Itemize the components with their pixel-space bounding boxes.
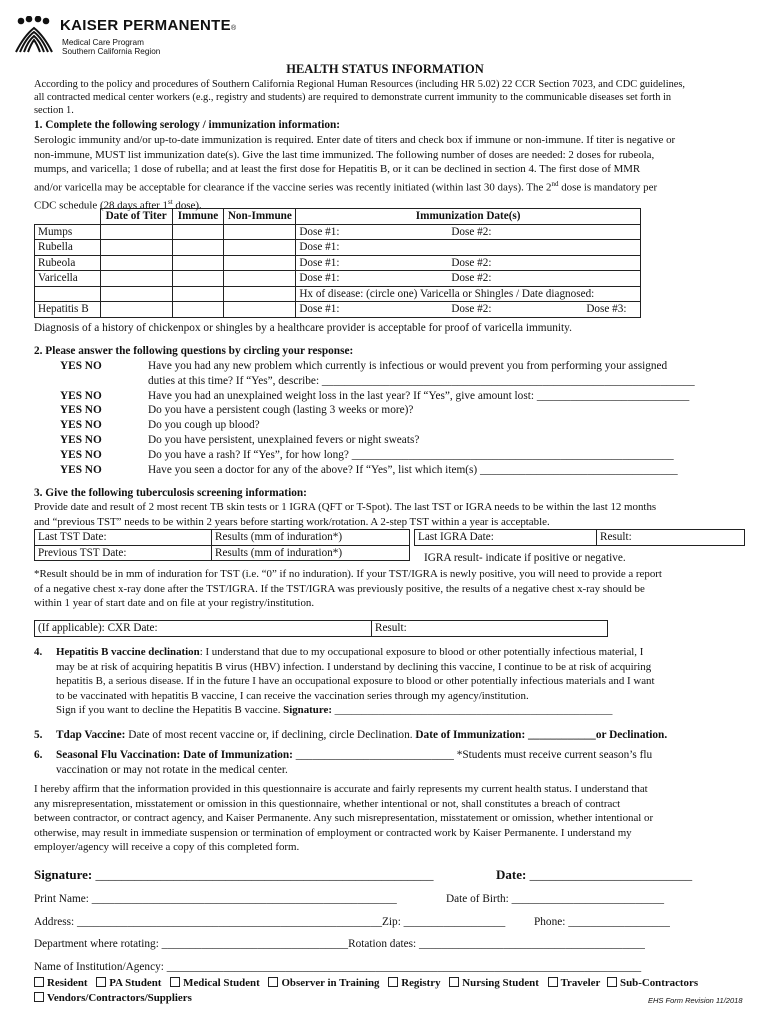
section-1-text: Serologic immunity and/or up-to-date immunization is required. Enter date of titers and check box if immune or non-immune. If titer is negative or non-immune, MUST list immunization date(s). Give the last time immunized. The following number of doses are needed: 2 doses for rubeola, mumps, and varicella; 1 dose of rubella; and at least the first dose for Hepatitis B, or it can be declined in section 4. The first dose of MMR and/or varicella may be acceptable for clearance if the vaccine series was recently initiated (within last 30 days). The 2nd dose is mandatory per CDC schedule (28 days after 1st dose). <box>34 134 676 212</box>
role-checkboxes <box>34 976 754 991</box>
tdap-date-field[interactable]: Date of Immunization: ____________or Declination. <box>415 729 668 741</box>
checkbox-sub-contractors[interactable]: Sub-Contractors <box>607 977 698 989</box>
section-3-text: Provide date and result of 2 most recent TB skin tests or 1 IGRA (QFT or T-Spot). The last TST or IGRA needs to be within the last 12 months and “previous TST” needs to be within 2 years before starting work/rotation. A 2-step TST within a year is acceptable. <box>34 501 657 528</box>
previous-tst-date[interactable]: Previous TST Date: <box>35 545 212 561</box>
col-non-immune: Non-Immune <box>224 209 296 225</box>
org-name: KAISER PERMANENTE® <box>60 17 237 34</box>
question-1-cont: duties at this time? If “Yes”, describe: __________________________________________________________________ <box>148 375 695 387</box>
department-field[interactable]: Department where rotating: _________________________________Rotation dates: ________________________________________ <box>34 938 645 950</box>
question-4[interactable]: YES NO Do you cough up blood? <box>60 419 260 431</box>
section-5: 5. Tdap Vaccine: Date of most recent vaccine or, if declining, circle Declination. Date of Immunization: ____________or Declination. <box>34 729 668 741</box>
tst-table <box>34 529 410 561</box>
question-3[interactable]: YES NO Do you have a persistent cough (lasting 3 weeks or more)? <box>60 404 414 416</box>
checkbox-observer[interactable]: Observer in Training <box>268 977 379 989</box>
phone-field[interactable]: Phone: __________________ <box>534 916 670 928</box>
tst-result-note: *Result should be in mm of induration for TST (i.e. “0” if no induration). If your TST/IGRA is newly positive, you will need to provide a report of a negative chest x-ray done after the TST/IGRA. If the TST/IGRA was previously positive, the results of a negative chest x-ray should be within 1 year of start date and on file at your registry/institution. <box>34 568 662 609</box>
cxr-result[interactable]: Result: <box>372 621 608 637</box>
table-row: Rubella Dose #1: <box>35 240 641 256</box>
checkbox-medical-student[interactable]: Medical Student <box>170 977 260 989</box>
print-name-field[interactable]: Print Name: ______________________________________________________ <box>34 893 397 905</box>
section-6: 6. Seasonal Flu Vaccination: Date of Immunization: ____________________________ *Students must receive current season’s flu vaccination or may not rotate in the medical center. <box>34 749 653 776</box>
flu-date-field[interactable]: ____________________________ *Students must receive current season’s flu <box>292 749 653 761</box>
previous-tst-results[interactable]: Results (mm of induration*) <box>212 545 410 561</box>
question-5[interactable]: YES NO Do you have persistent, unexplained fevers or night sweats? <box>60 434 420 446</box>
checkbox-nursing-student[interactable]: Nursing Student <box>449 977 539 989</box>
checkbox-registry[interactable]: Registry <box>388 977 440 989</box>
col-date-of-titer: Date of Titer <box>100 209 172 225</box>
kp-logo-icon <box>14 16 54 54</box>
form-revision: EHS Form Revision 11/2018 <box>648 996 743 1005</box>
question-6[interactable]: YES NO Do you have a rash? If “Yes”, for how long? _________________________________________________________ <box>60 449 674 461</box>
cxr-table <box>34 620 608 637</box>
question-7[interactable]: YES NO Have you seen a doctor for any of the above? If “Yes”, list which item(s) ___________________________________ <box>60 464 678 476</box>
igra-result[interactable]: Result: <box>597 530 745 546</box>
cxr-date[interactable]: (If applicable): CXR Date: <box>35 621 372 637</box>
table-row: Hepatitis B Dose #1: Dose #2: Dose #3: <box>35 302 641 318</box>
page-title: HEALTH STATUS INFORMATION <box>286 62 484 76</box>
checkbox-traveler[interactable]: Traveler <box>548 977 601 989</box>
program-line-1: Medical Care Program <box>62 38 144 47</box>
question-2[interactable]: YES NO Have you had an unexplained weight loss in the last year? If “Yes”, give amount lost: ___________________________ <box>60 390 690 402</box>
section-3-heading: 3. Give the following tuberculosis screening information: <box>34 487 307 499</box>
address-field[interactable]: Address: ______________________________________________________Zip: __________________ <box>34 916 506 928</box>
col-immune: Immune <box>172 209 224 225</box>
date-field[interactable]: Date: _________________________ <box>496 867 693 882</box>
table-row: Varicella Dose #1: Dose #2: <box>35 271 641 287</box>
section-4: 4. Hepatitis B vaccine declination: I understand that due to my occupational exposure to blood or other potentially infectious material, I may be at risk of acquiring hepatitis B virus (HBV) infection. I understand by declining this vaccine, I continue to be at risk of acquiring hepatitis B, a serious disease. If in the future I have an occupational exposure to blood or other potentially infectious materials and I want to be vaccinated with hepatitis B vaccine, I can receive the vaccination series through my agency/institution. Sign if you want to decline the Hepatitis B vaccine. Signature: ___________________________________________________ <box>34 645 754 718</box>
dob-field[interactable]: Date of Birth: ___________________________ <box>446 893 665 905</box>
last-tst-date[interactable]: Last TST Date: <box>35 530 212 546</box>
last-igra-date[interactable]: Last IGRA Date: <box>415 530 597 546</box>
igra-note: IGRA result- indicate if positive or negative. <box>424 552 626 564</box>
institution-field[interactable]: Name of Institution/Agency: ____________________________________________________________________________________ <box>34 961 642 973</box>
table-row: Mumps Dose #1: Dose #2: <box>35 224 641 240</box>
col-immunization-dates: Immunization Date(s) <box>296 209 641 225</box>
checkbox-pa-student[interactable]: PA Student <box>96 977 161 989</box>
immunization-table <box>34 208 641 318</box>
table-row: Rubeola Dose #1: Dose #2: <box>35 255 641 271</box>
signature-field[interactable]: Signature: ____________________________________________________ <box>34 867 434 882</box>
intro: According to the policy and procedures of Southern California Regional Human Resources (including HR 5.02) 22 CCR Section 7023, and CDC guidelines, all contracted medical center workers (e.g., registry and students) are required to demonstrate current immunity to the communicable diseases set forth in section 1. <box>34 79 686 116</box>
hep-b-signature[interactable]: Sign if you want to decline the Hepatitis B vaccine. Signature: ___________________________________________________ <box>56 704 613 716</box>
section-2-heading: 2. Please answer the following questions by circling your response: <box>34 345 354 357</box>
checkbox-resident[interactable]: Resident <box>34 977 88 989</box>
section-1-heading: 1. Complete the following serology / immunization information: <box>34 119 341 131</box>
varicella-note: Diagnosis of a history of chickenpox or shingles by a healthcare provider is acceptable for proof of varicella immunity. <box>34 322 572 334</box>
kp-logo <box>14 16 54 52</box>
table-row: Hx of disease: (circle one) Varicella or Shingles / Date diagnosed: <box>35 286 641 302</box>
last-tst-results[interactable]: Results (mm of induration*) <box>212 530 410 546</box>
igra-table <box>414 529 745 546</box>
program-line-2: Southern California Region <box>62 47 161 56</box>
checkbox-vendors[interactable]: Vendors/Contractors/Suppliers <box>34 991 192 1006</box>
affirmation: I hereby affirm that the information provided in this questionnaire is accurate and fairly represents my current health status. I understand that any misrepresentation, misstatement or omission in this questionnaire, whether intentional or not, shall constitutes a breach of contract between contractor, or contract agency, and Kaiser Permanente. Any such misrepresentation, misstatement or omission, whether intentional or otherwise, may result in immediate suspension or termination of employment or contracted work by Kaiser Permanente. I understand my employer/agency will receive a copy of this completed form. <box>34 783 654 853</box>
question-1[interactable]: YES NO Have you had any new problem which currently is infectious or would prevent you from performing your assigned <box>60 360 668 372</box>
